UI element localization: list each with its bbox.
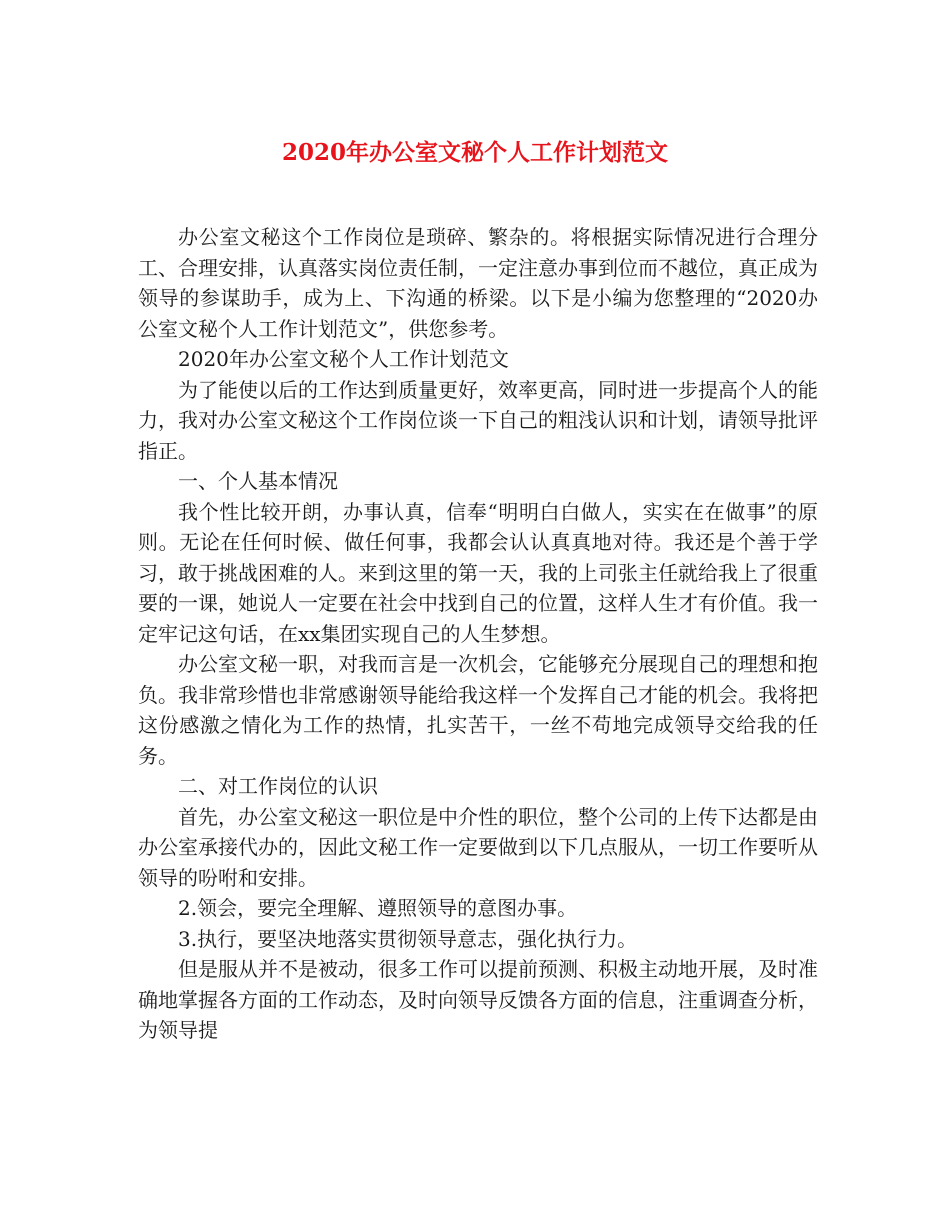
document-title: 2020年办公室文秘个人工作计划范文 (281, 139, 668, 166)
paragraph-first: 首先，办公室文秘这一职位是中介性的职位，整个公司的上传下达都是由办公室承接代办的，因此文秘工作一定要做到以下几点服从，一切工作要听从领导的吩咐和安排。 (138, 804, 818, 890)
paragraph-proactive: 但是服从并不是被动，很多工作可以提前预测、积极主动地开展，及时准确地掌握各方面的工作动态，及时向领导反馈各方面的信息，注重调查分析，为领导提 (138, 957, 818, 1042)
paragraph-purpose: 为了能使以后的工作达到质量更好，效率更高，同时进一步提高个人的能力，我对办公室文秘这个工作岗位谈一下自己的粗浅认识和计划，请领导批评指正。 (138, 377, 818, 463)
list-item-execute: 3.执行，要坚决地落实贯彻领导意志，强化执行力。 (178, 926, 638, 951)
paragraph-subtitle: 2020年办公室文秘个人工作计划范文 (178, 347, 509, 371)
paragraph-intro: 办公室文秘这个工作岗位是琐碎、繁杂的。将根据实际情况进行合理分工、合理安排，认真落实岗位责任制，一定注意办事到位而不越位，真正成为领导的参谋助手，成为上、下沟通的桥梁。以下是小编为您整理的“2020办公室文秘个人工作计划范文”，供您参考。 (138, 225, 818, 341)
document-body (138, 222, 818, 1046)
section-heading-personal-info: 一、个人基本情况 (178, 469, 338, 493)
paragraph-opportunity: 办公室文秘一职，对我而言是一次机会，它能够充分展现自己的理想和抱负。我非常珍惜也非常感谢领导能给我这样一个发挥自己才能的机会。我将把这份感激之情化为工作的热情，扎实苦干，一丝不苟地完成领导交给我的任务。 (138, 652, 818, 768)
paragraph-personality: 我个性比较开朗，办事认真，信奉“明明白白做人，实实在在做事”的原则。无论在任何时候、做任何事，我都会认认真真地对待。我还是个善于学习，敢于挑战困难的人。来到这里的第一天，我的上司张主任就给我上了很重要的一课，她说人一定要在社会中找到自己的位置，这样人生才有价值。我一定牢记这句话，在xx集团实现自己的人生梦想。 (138, 499, 818, 646)
section-heading-job-understanding: 二、对工作岗位的认识 (178, 774, 378, 798)
list-item-comprehend: 2.领会，要完全理解、遵照领导的意图办事。 (178, 896, 578, 920)
